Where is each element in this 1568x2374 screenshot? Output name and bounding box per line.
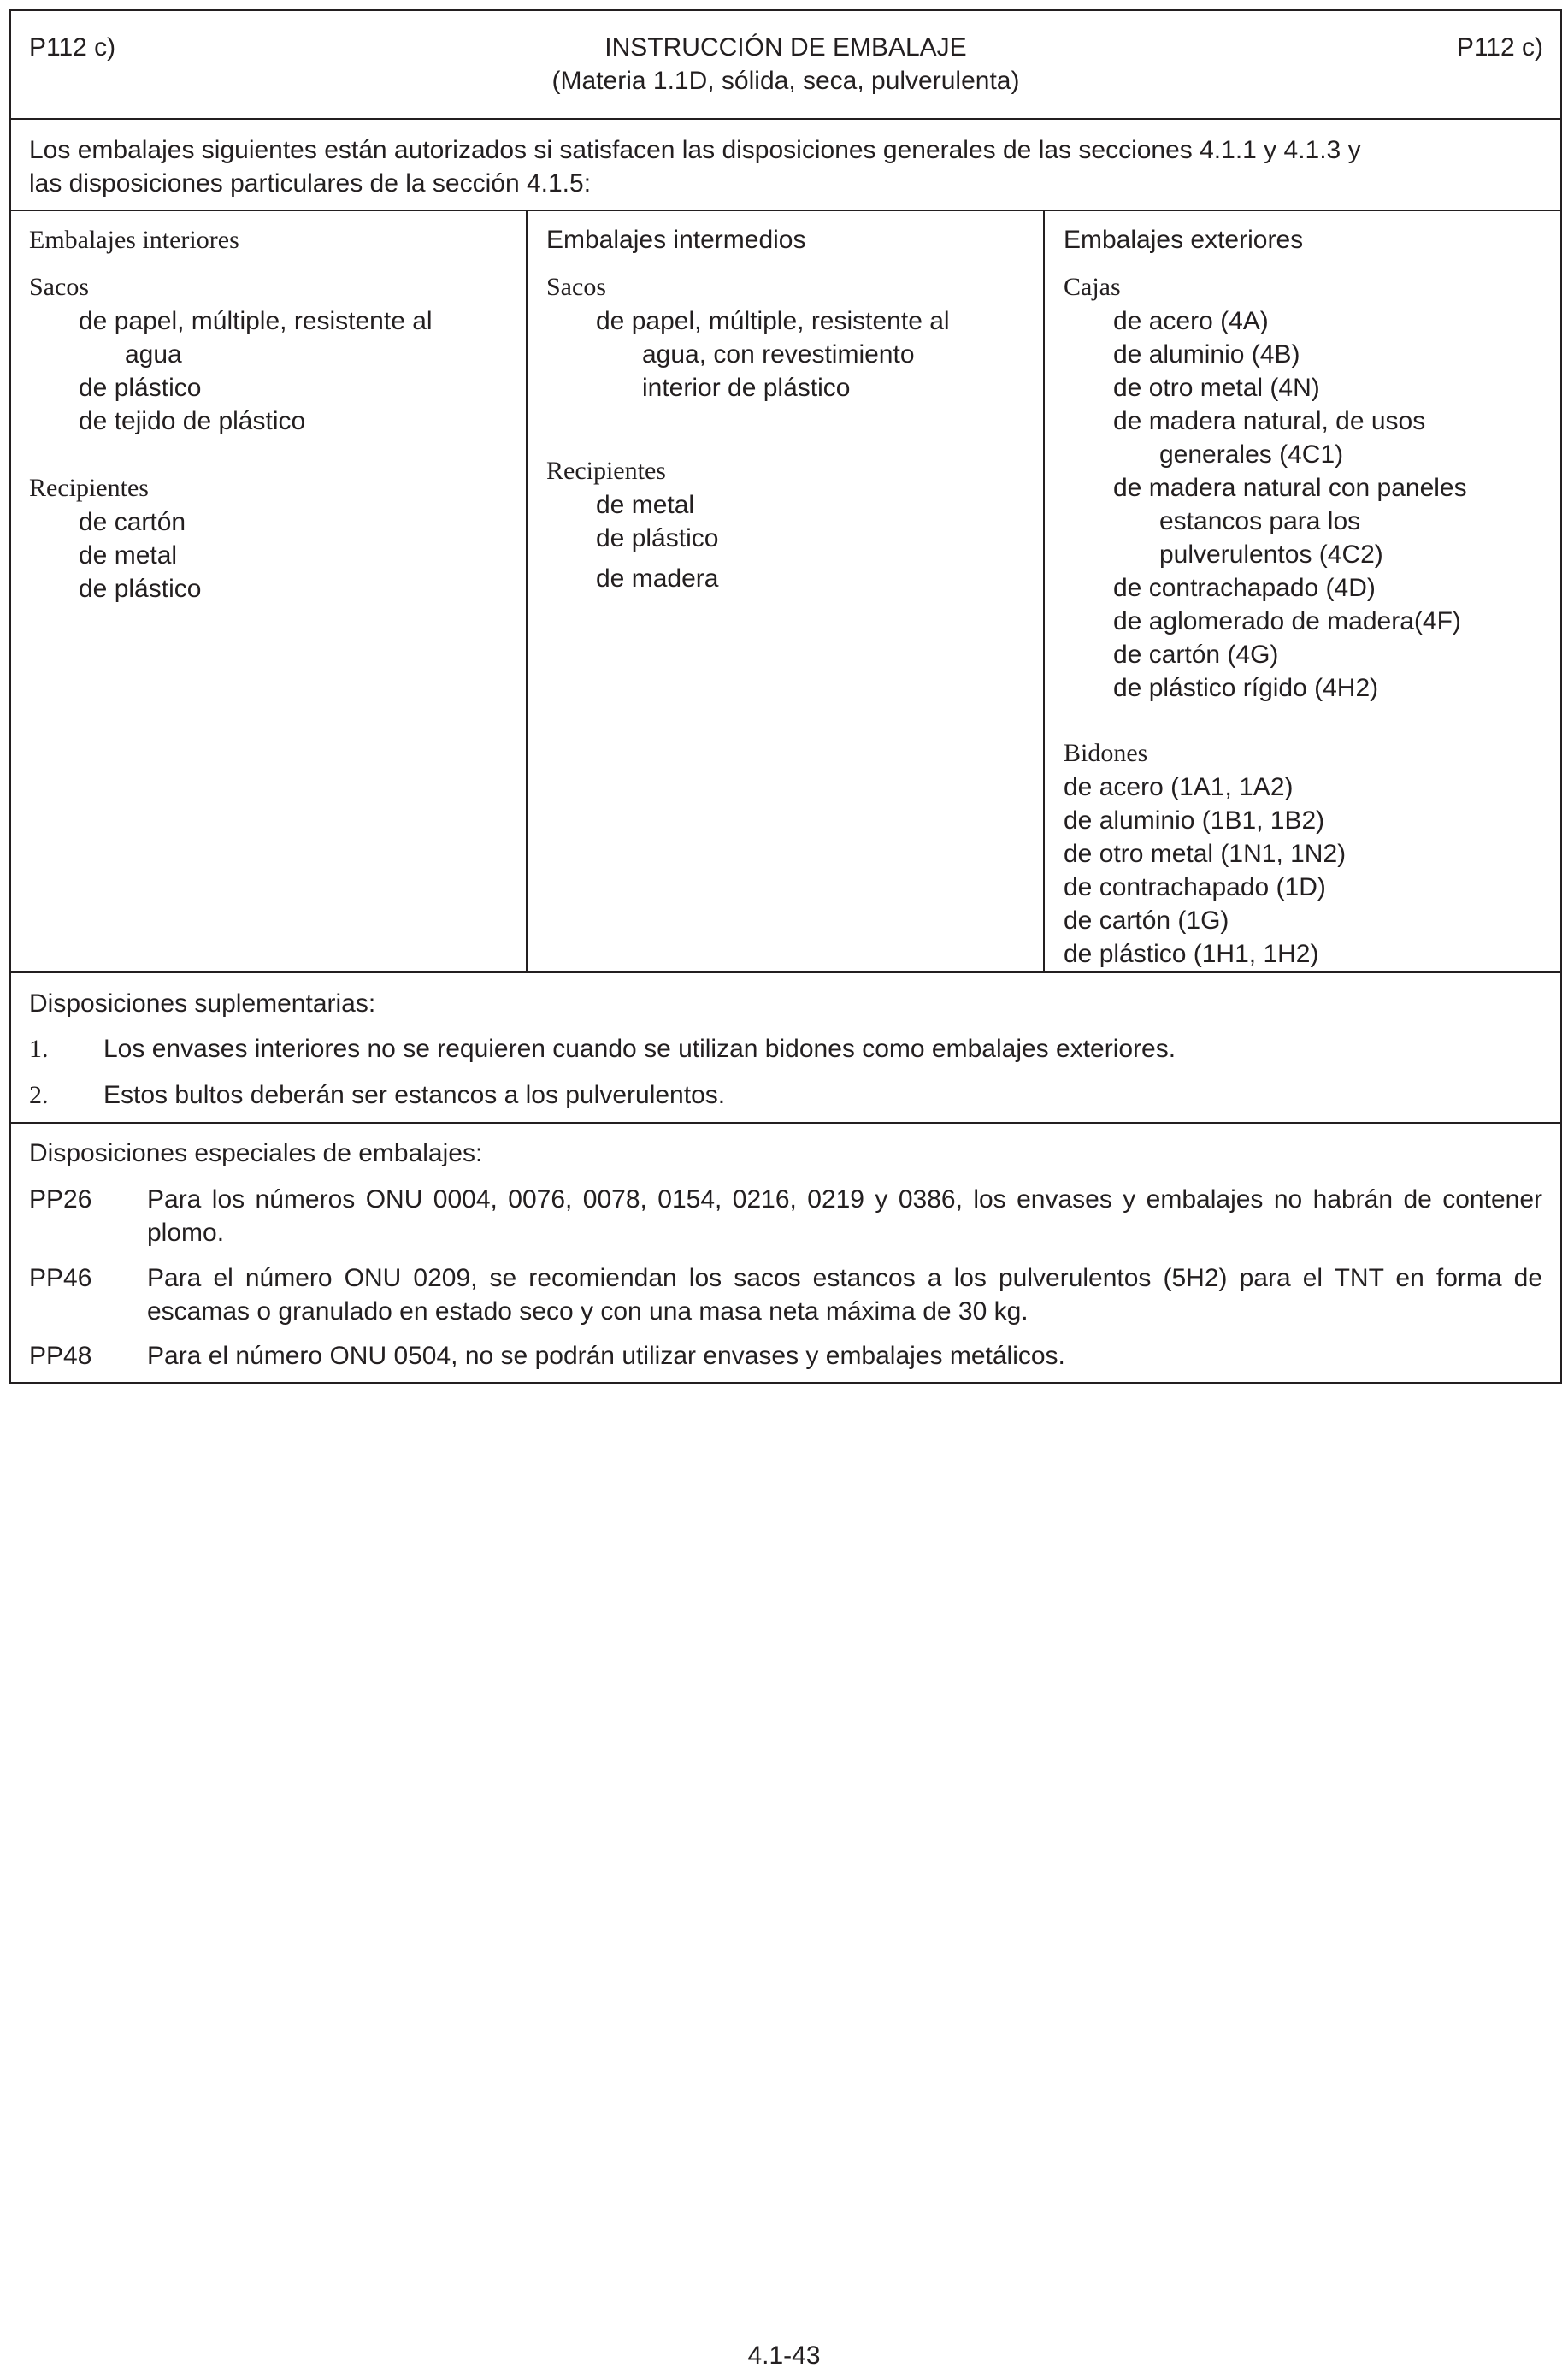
- col-interiores-recipientes-item: de metal: [79, 541, 178, 570]
- col-intermedios-sacos-item: de papel, múltiple, resistente al: [596, 307, 950, 335]
- col-intermedios-recipientes-item: de metal: [596, 491, 695, 519]
- col-exteriores-bidones-item: de aluminio (1B1, 1B2): [1064, 806, 1325, 835]
- special-item-text: Para el número ONU 0209, se recomiendan los sacos estancos a los pulverulentos (5H2) para el TNT en forma de escamas o granulado en estado seco y con una masa neta máxima de 30 kg.: [147, 1264, 1542, 1326]
- header-code-right: P112 c): [1456, 33, 1543, 62]
- intro-line-2: las disposiciones particulares de la sección 4.1.5:: [29, 169, 592, 198]
- col-exteriores-cajas-item: de cartón (4G): [1113, 641, 1279, 669]
- column-divider-2: [1043, 210, 1045, 971]
- col-exteriores-cajas-item: de acero (4A): [1113, 307, 1269, 335]
- col-intermedios-sacos-item: interior de plástico: [642, 374, 851, 402]
- divider-columns: [11, 971, 1560, 973]
- col-interiores-recipientes-item: de cartón: [79, 508, 186, 536]
- special-item-text: Para el número ONU 0504, no se podrán utilizar envases y embalajes metálicos.: [147, 1342, 1065, 1370]
- col-exteriores-bidones-item: de contrachapado (1D): [1064, 873, 1326, 901]
- col-interiores-sacos-item: agua: [125, 340, 182, 369]
- special-item-code: PP46: [29, 1264, 92, 1292]
- special-heading: Disposiciones especiales de embalajes:: [29, 1139, 483, 1167]
- column-divider-1: [526, 210, 528, 971]
- col-interiores-sacos-item: de tejido de plástico: [79, 407, 306, 435]
- divider-supplementary: [11, 1122, 1560, 1124]
- supplementary-item-text: Estos bultos deberán ser estancos a los pulverulentos.: [103, 1081, 726, 1109]
- header-title: INSTRUCCIÓN DE EMBALAJE: [604, 33, 967, 62]
- divider-intro: [11, 210, 1560, 211]
- col-interiores-sacos-item: de papel, múltiple, resistente al: [79, 307, 433, 335]
- col-exteriores-cajas-item: generales (4C1): [1159, 440, 1344, 469]
- col-interiores-heading: Embalajes interiores: [29, 226, 239, 254]
- header-code-left: P112 c): [29, 33, 116, 62]
- col-intermedios-recipientes-item: de madera: [596, 564, 719, 593]
- col-exteriores-cajas-item: estancos para los: [1159, 507, 1361, 535]
- col-exteriores-heading: Embalajes exteriores: [1064, 226, 1304, 254]
- col-exteriores-cajas-item: de otro metal (4N): [1113, 374, 1320, 402]
- col-interiores-recipientes-item: de plástico: [79, 575, 202, 603]
- col-interiores-recipientes-label: Recipientes: [29, 474, 149, 502]
- col-exteriores-bidones-item: de acero (1A1, 1A2): [1064, 773, 1294, 801]
- col-exteriores-cajas-item: de contrachapado (4D): [1113, 574, 1376, 602]
- col-intermedios-sacos-item: agua, con revestimiento: [642, 340, 915, 369]
- special-item-code: PP26: [29, 1185, 92, 1214]
- col-exteriores-cajas-item: de madera natural con paneles: [1113, 474, 1467, 502]
- supplementary-item-number: 1.: [29, 1035, 49, 1063]
- col-exteriores-bidones-item: de cartón (1G): [1064, 906, 1229, 935]
- special-item-text: Para los números ONU 0004, 0076, 0078, 0154, 0216, 0219 y 0386, los envases y embalajes no habrán de contener plomo.: [147, 1185, 1542, 1247]
- col-exteriores-bidones-item: de otro metal (1N1, 1N2): [1064, 840, 1347, 868]
- col-intermedios-sacos-label: Sacos: [546, 273, 606, 301]
- col-exteriores-cajas-item: pulverulentos (4C2): [1159, 540, 1383, 569]
- special-item-code: PP48: [29, 1342, 92, 1370]
- col-exteriores-bidones-label: Bidones: [1064, 739, 1148, 767]
- header-subtitle: (Materia 1.1D, sólida, seca, pulverulenta): [551, 67, 1020, 95]
- col-intermedios-heading: Embalajes intermedios: [546, 226, 806, 254]
- supplementary-item-text: Los envases interiores no se requieren cuando se utilizan bidones como embalajes exteriores.: [103, 1035, 1176, 1063]
- col-exteriores-cajas-label: Cajas: [1064, 273, 1121, 301]
- supplementary-item-number: 2.: [29, 1081, 49, 1109]
- col-interiores-sacos-label: Sacos: [29, 273, 89, 301]
- intro-line-1: Los embalajes siguientes están autorizados si satisfacen las disposiciones generales de las secciones 4.1.1 y 4.1.3 y: [29, 136, 1361, 164]
- col-exteriores-cajas-item: de aluminio (4B): [1113, 340, 1300, 369]
- col-intermedios-recipientes-label: Recipientes: [546, 457, 666, 485]
- col-exteriores-cajas-item: de plástico rígido (4H2): [1113, 674, 1379, 702]
- packing-instruction-table: [9, 9, 1562, 1384]
- col-interiores-sacos-item: de plástico: [79, 374, 202, 402]
- divider-header: [11, 118, 1560, 120]
- col-exteriores-cajas-item: de madera natural, de usos: [1113, 407, 1426, 435]
- col-exteriores-bidones-item: de plástico (1H1, 1H2): [1064, 940, 1319, 968]
- col-exteriores-cajas-item: de aglomerado de madera(4F): [1113, 607, 1461, 635]
- page-number: 4.1-43: [747, 2342, 821, 2370]
- col-intermedios-recipientes-item: de plástico: [596, 524, 719, 552]
- supplementary-heading: Disposiciones suplementarias:: [29, 989, 376, 1018]
